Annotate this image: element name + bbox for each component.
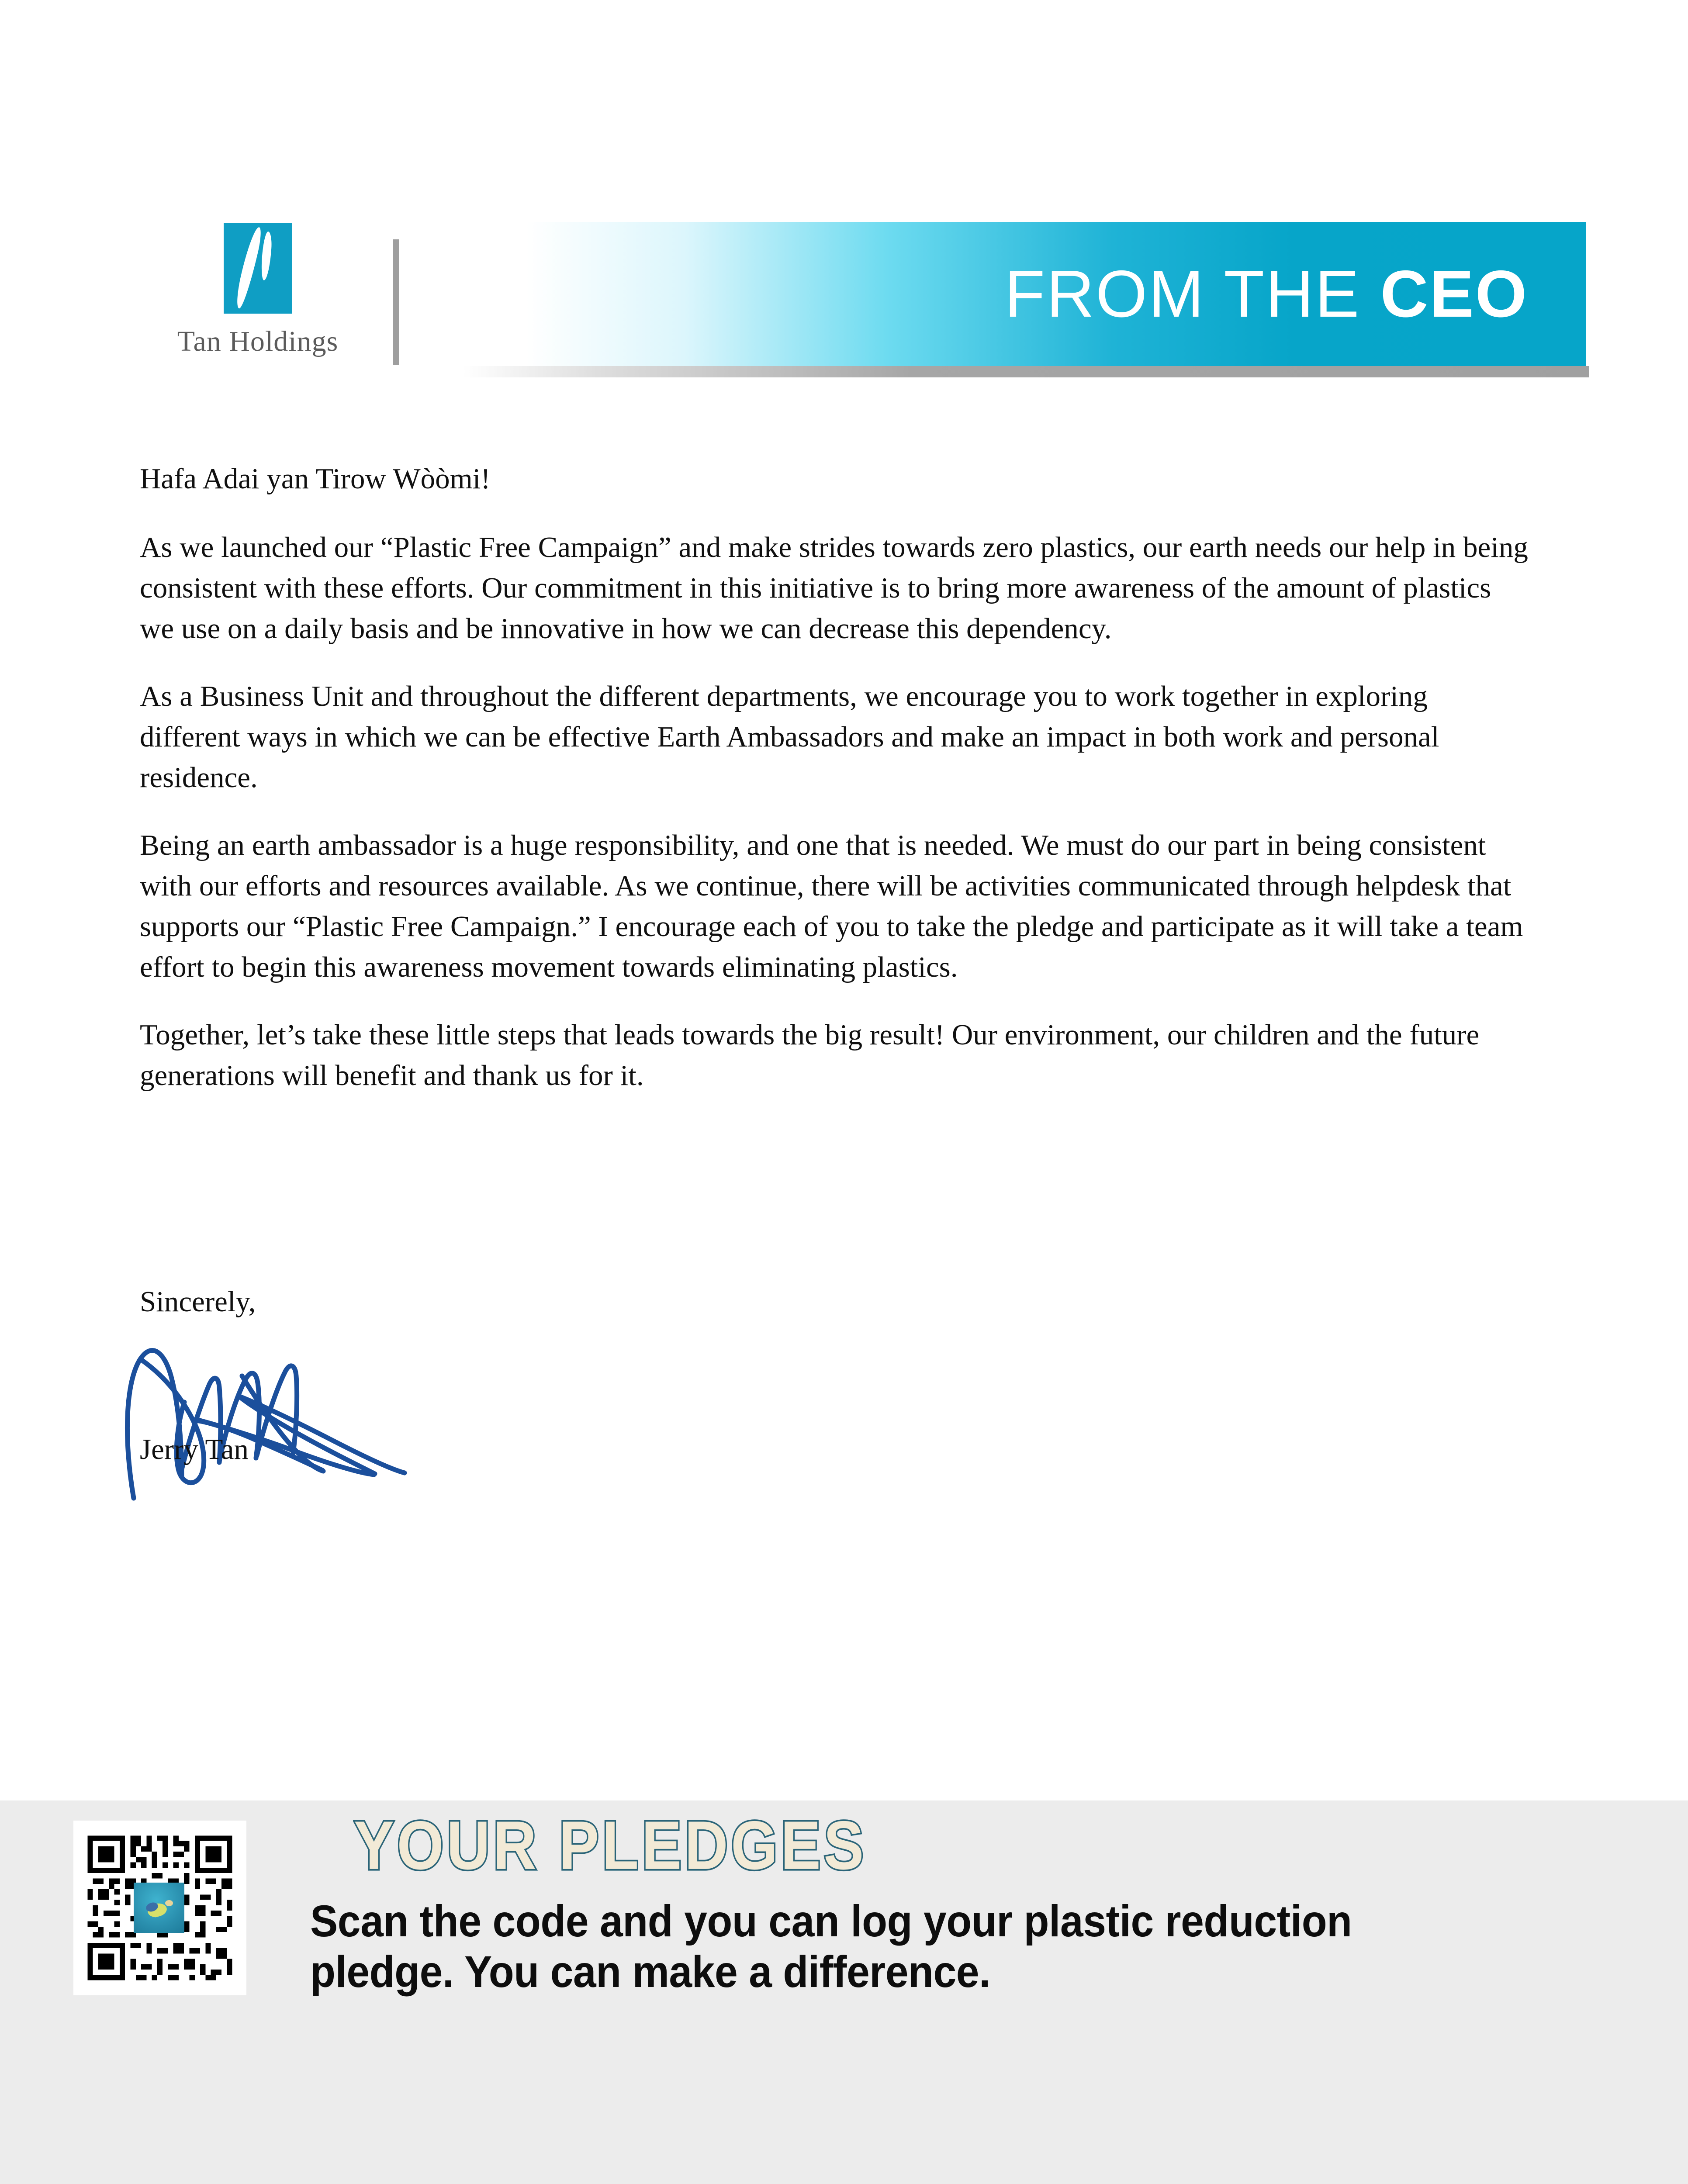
banner-title — [1004, 256, 1586, 332]
handwritten-signature-icon — [92, 1293, 529, 1511]
pledge-caption-line-1: Scan the code and you can log your plastic reduction — [310, 1896, 1352, 1946]
zero-plastic-turtle-logo-icon — [134, 1883, 184, 1933]
signature-salutation: Sincerely, — [140, 1286, 256, 1318]
leaf-stroke-primary — [234, 226, 264, 309]
from-the-ceo-banner — [459, 222, 1586, 366]
qr-code-icon[interactable] — [82, 1830, 238, 1986]
banner-title-light: FROM THE — [1004, 256, 1380, 331]
turtle-head — [165, 1900, 173, 1906]
vertical-divider — [393, 239, 399, 365]
letterhead — [0, 0, 1688, 393]
pledge-caption — [310, 1896, 1448, 1997]
letter-paragraph-3: Being an earth ambassador is a huge responsibility, and one that is needed. We must do our part in being consistent with our efforts and resources available. As we continue, there will be activities communicated through helpdesk that supports our “Plastic Free Campaign.” I encourage each of you to take the pledge and participate as it will take a team effort to begin this awareness movement towards eliminating plastics. — [140, 829, 1523, 983]
brand-logo-block — [144, 223, 371, 367]
leaf-stroke-secondary — [260, 231, 273, 280]
letter-paragraph-4: Together, let’s take these little steps that leads towards the big result! Our environment, our children and the future generations will benefit and thank us for it. — [140, 1019, 1480, 1092]
brand-name: Tan Holdings — [177, 325, 339, 357]
tan-holdings-leaf-icon — [224, 223, 292, 314]
letter-body — [140, 459, 1538, 1096]
signature-block — [140, 1284, 751, 1511]
pledge-footer — [0, 1800, 1688, 2184]
pledge-heading: YOUR PLEDGES — [354, 1807, 867, 1884]
letter-greeting: Hafa Adai yan Tirow Wòòmi! — [140, 463, 491, 495]
signer-name: Jerry Tan — [140, 1433, 249, 1465]
qr-code-card[interactable] — [73, 1821, 246, 1995]
letter-paragraph-2: As a Business Unit and throughout the different departments, we encourage you to work together in exploring different ways in which we can be effective Earth Ambassadors and make an impact in both work and personal residence. — [140, 680, 1439, 794]
banner-drop-shadow — [463, 366, 1589, 377]
letter-paragraph-1: As we launched our “Plastic Free Campaign” and make strides towards zero plastics, our earth needs our help in being consistent with these efforts. Our commitment in this initiative is to bring more awareness of the amount of plastics we use on a daily basis and be innovative in how we can decrease this dependency. — [140, 531, 1528, 645]
banner-title-bold: CEO — [1380, 256, 1528, 331]
pledge-caption-line-2: pledge. You can make a difference. — [310, 1947, 990, 1997]
